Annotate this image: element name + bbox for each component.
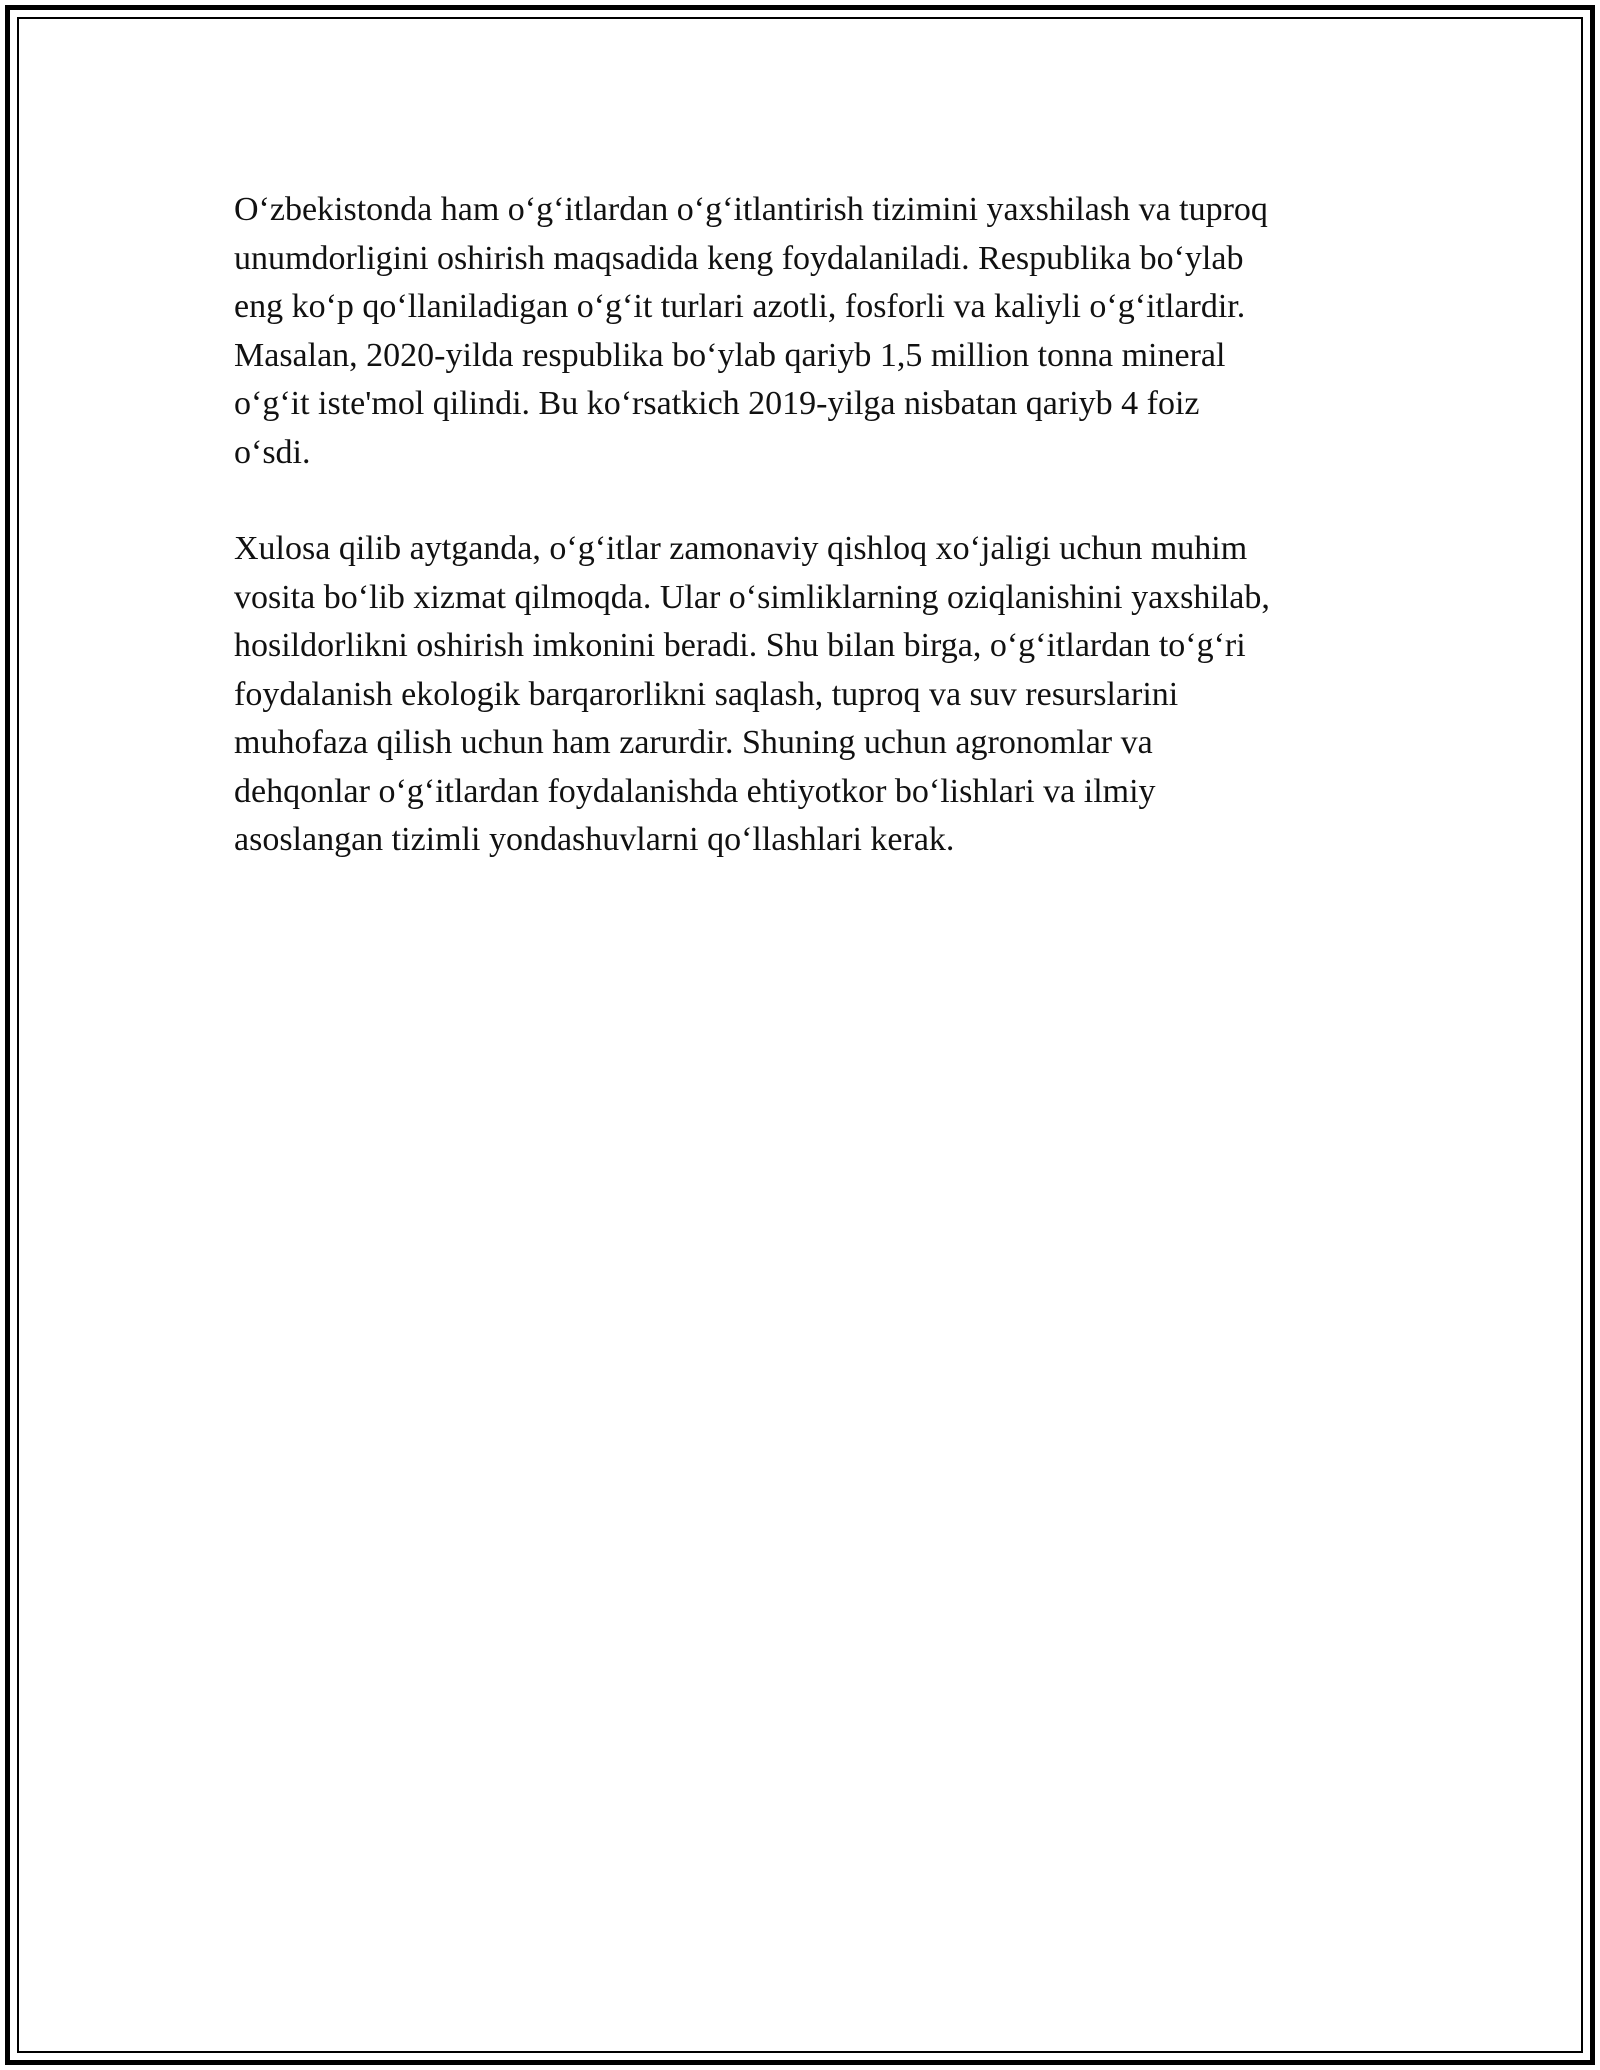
document-body xyxy=(234,186,1364,913)
paragraph-fertilizer-usage: O‘zbekistonda ham o‘g‘itlardan o‘g‘itlantirish tizimini yaxshilash va tuproq unumdorligini oshirish maqsadida keng foydalaniladi. Respublika bo‘ylab eng ko‘p qo‘llaniladigan o‘g‘it turlari azotli, fosforli va kaliyli o‘g‘itlardir. Masalan, 2020-yilda respublika bo‘ylab qariyb 1,5 million tonna mineral o‘g‘it iste'mol qilindi. Bu ko‘rsatkich 2019-yilga nisbatan qariyb 4 foiz o‘sdi. xyxy=(234,191,1268,471)
paragraph-conclusion: Xulosa qilib aytganda, o‘g‘itlar zamonaviy qishloq xo‘jaligi uchun muhim vosita bo‘lib xizmat qilmoqda. Ular o‘simliklarning oziqlanishini yaxshilab, hosildorlikni oshirish imkonini beradi. Shu bilan birga, o‘g‘itlardan to‘g‘ri foydalanish ekologik barqarorlikni saqlash, tuproq va suv resurslarini muhofaza qilish uchun ham zarurdir. Shuning uchun agronomlar va dehqonlar o‘g‘itlardan foydalanishda ehtiyotkor bo‘lishlari va ilmiy asoslangan tizimli yondashuvlarni qo‘llashlari kerak. xyxy=(234,530,1270,858)
